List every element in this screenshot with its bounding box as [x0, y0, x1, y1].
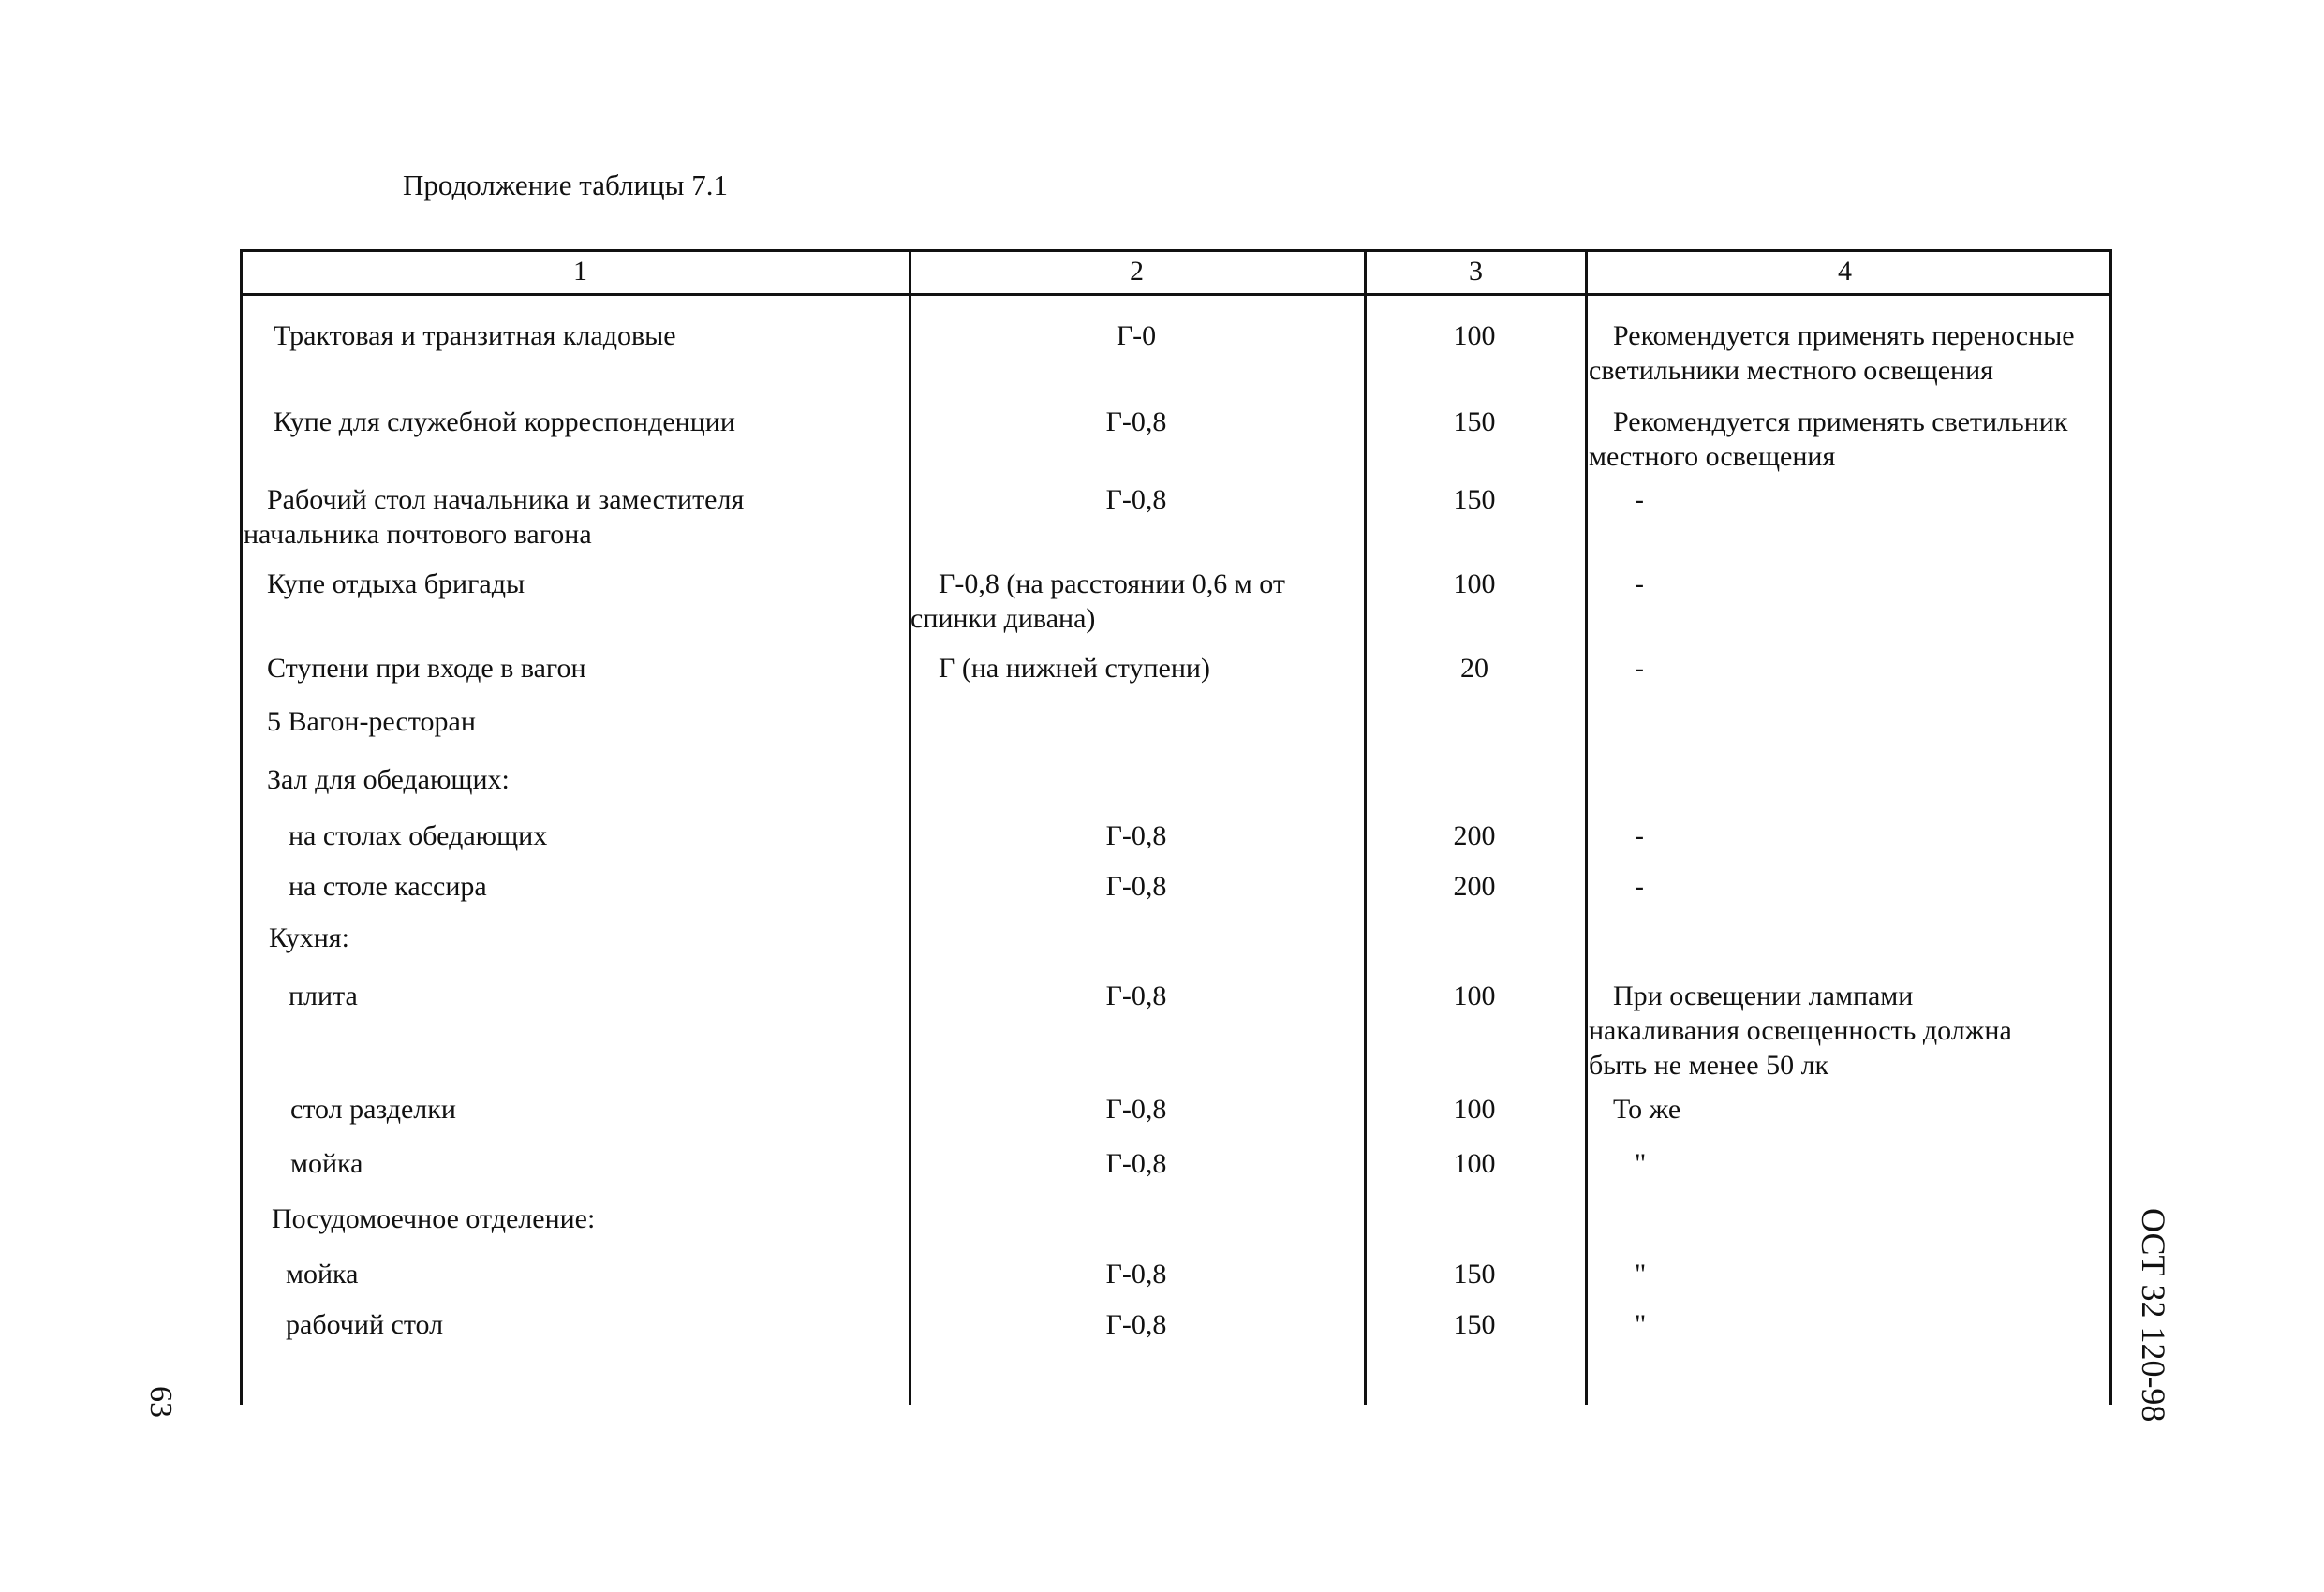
row-label: на столе кассира	[289, 871, 487, 902]
document-code: ОСТ 32 120-98	[2135, 1208, 2172, 1422]
illuminance-value: 150	[1453, 484, 1496, 515]
norm-surface: Г-0,8	[1105, 484, 1167, 515]
note-text: -	[1635, 653, 1644, 684]
illuminance-value: 100	[1453, 568, 1496, 599]
table-top-border	[240, 249, 2111, 252]
row-label: Зал для обедающих:	[267, 764, 510, 795]
note-text: накаливания освещенность должна	[1589, 1015, 2012, 1046]
norm-surface: Г-0	[1116, 320, 1157, 351]
row-label: Купе отдыха бригады	[267, 568, 525, 599]
row-label: начальника почтового вагона	[244, 519, 592, 550]
norm-surface: Г-0,8	[1105, 871, 1167, 902]
note-text: быть не менее 50 лк	[1589, 1050, 1829, 1081]
row-label: Ступени при входе в вагон	[267, 653, 586, 684]
norm-surface: Г-0,8	[1105, 1148, 1167, 1179]
row-label: Посудомоечное отделение:	[272, 1203, 596, 1234]
row-label: 5 Вагон-ресторан	[267, 706, 476, 737]
illuminance-value: 200	[1453, 820, 1496, 851]
norm-surface: Г-0,8	[1105, 1094, 1167, 1125]
row-label: плита	[289, 980, 358, 1011]
row-label: рабочий стол	[286, 1309, 444, 1340]
illuminance-value: 20	[1460, 653, 1488, 684]
norm-surface: спинки дивана)	[910, 603, 1096, 634]
illuminance-value: 150	[1453, 1259, 1496, 1290]
note-text: Рекомендуется применять переносные	[1613, 320, 2075, 351]
norm-surface: Г (на нижней ступени)	[939, 653, 1210, 684]
norm-surface: Г-0,8	[1105, 980, 1167, 1011]
note-text: -	[1635, 871, 1644, 902]
note-text: местного освещения	[1589, 441, 1836, 472]
illuminance-value: 150	[1453, 406, 1496, 437]
row-label: Кухня:	[269, 922, 349, 953]
illuminance-value: 150	[1453, 1309, 1496, 1340]
note-text: -	[1635, 820, 1644, 851]
row-label: мойка	[286, 1259, 359, 1290]
row-label: Купе для служебной корреспонденции	[274, 406, 735, 437]
note-text: -	[1635, 568, 1644, 599]
note-text: При освещении лампами	[1613, 980, 1914, 1011]
table-right-border	[2109, 249, 2112, 1405]
norm-surface: Г-0,8	[1105, 820, 1167, 851]
table-caption: Продолжение таблицы 7.1	[403, 169, 728, 201]
column-divider-3	[1585, 249, 1588, 1405]
note-text: светильники местного освещения	[1589, 355, 1993, 386]
note-text: То же	[1613, 1094, 1681, 1125]
illuminance-value: 100	[1453, 320, 1496, 351]
norm-surface: Г-0,8	[1105, 406, 1167, 437]
page-number: 63	[143, 1386, 178, 1418]
row-label: Трактовая и транзитная кладовые	[274, 320, 676, 351]
header-col-4: 4	[1838, 256, 1852, 287]
illuminance-value: 200	[1453, 871, 1496, 902]
note-text: "	[1635, 1259, 1647, 1290]
note-text: "	[1635, 1309, 1647, 1340]
norm-surface: Г-0,8	[1105, 1259, 1167, 1290]
note-text: "	[1635, 1148, 1647, 1179]
illuminance-value: 100	[1453, 1094, 1496, 1125]
note-text: -	[1635, 484, 1644, 515]
header-col-3: 3	[1469, 256, 1483, 287]
row-label: Рабочий стол начальника и заместителя	[267, 484, 745, 515]
note-text: Рекомендуется применять светильник	[1613, 406, 2068, 437]
row-label: стол разделки	[290, 1094, 456, 1125]
header-col-1: 1	[573, 256, 587, 287]
illuminance-value: 100	[1453, 1148, 1496, 1179]
norm-surface: Г-0,8 (на расстоянии 0,6 м от	[939, 568, 1285, 599]
row-label: мойка	[290, 1148, 363, 1179]
header-bottom-border	[240, 293, 2111, 296]
norm-surface: Г-0,8	[1105, 1309, 1167, 1340]
header-col-2: 2	[1130, 256, 1144, 287]
row-label: на столах обедающих	[289, 820, 548, 851]
table-left-border	[240, 249, 243, 1405]
illuminance-value: 100	[1453, 980, 1496, 1011]
